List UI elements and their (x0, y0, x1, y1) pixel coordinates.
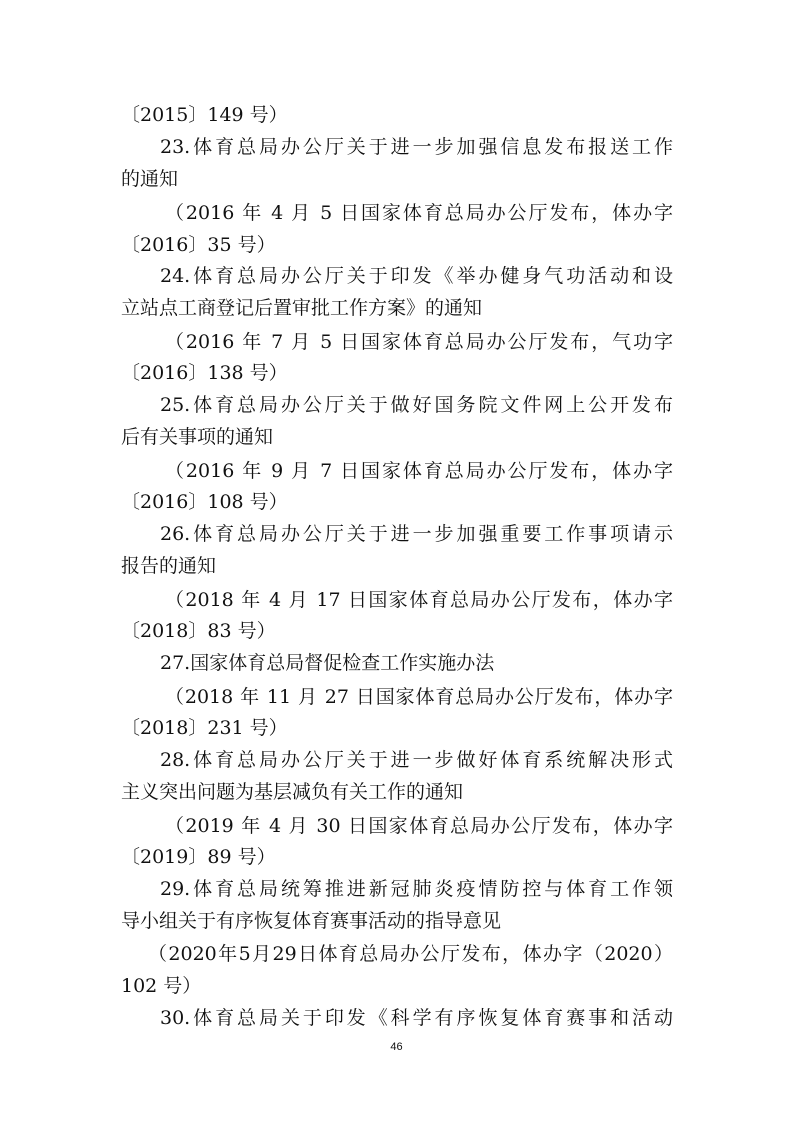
item-title-line: 26.体育总局办公厅关于进一步加强重要工作事项请示 (160, 523, 673, 545)
source-line: （2020年5月29日体育总局办公厅发布，体办字（2020） (148, 943, 673, 965)
text-line: 立站点工商登记后置审批工作方案》的通知 (121, 297, 483, 319)
item-title-line: 30.体育总局关于印发《科学有序恢复体育赛事和活动 (160, 1007, 673, 1029)
text-line: 导小组关于有序恢复体育赛事活动的指导意见 (121, 910, 502, 932)
text-line: 〔2015〕149 号） (121, 104, 288, 126)
item-title-line: 25.体育总局办公厅关于做好国务院文件网上公开发布 (160, 394, 673, 416)
item-title-line: 29.体育总局统筹推进新冠肺炎疫情防控与体育工作领 (160, 878, 673, 900)
source-line: （2016 年 4 月 5 日国家体育总局办公厅发布，体办字 (165, 202, 673, 224)
item-title-line: 23.体育总局办公厅关于进一步加强信息发布报送工作 (160, 136, 673, 158)
text-line: 报告的通知 (121, 555, 217, 577)
source-line: （2016 年 7 月 5 日国家体育总局办公厅发布，气功字 (165, 331, 673, 353)
item-title-line: 27.国家体育总局督促检查工作实施办法 (160, 652, 495, 674)
text-line: 〔2016〕138 号） (121, 362, 288, 384)
text-line: 〔2018〕231 号） (121, 717, 288, 739)
text-line: 〔2018〕83 号） (121, 620, 276, 642)
text-line: 的通知 (121, 168, 179, 190)
text-line: 〔2016〕35 号） (121, 234, 276, 256)
text-line: 〔2019〕89 号） (121, 846, 276, 868)
text-line: 〔2016〕108 号） (121, 491, 288, 513)
source-line: （2016 年 9 月 7 日国家体育总局办公厅发布，体办字 (165, 460, 673, 482)
item-title-line: 24.体育总局办公厅关于印发《举办健身气功活动和设 (160, 265, 673, 287)
source-line: （2018 年 11 月 27 日国家体育总局办公厅发布，体办字 (165, 686, 673, 708)
text-line: 主义突出问题为基层减负有关工作的通知 (121, 781, 464, 803)
page-number: 46 (390, 1041, 403, 1053)
text-line: 后有关事项的通知 (121, 426, 274, 448)
item-title-line: 28.体育总局办公厅关于进一步做好体育系统解决形式 (160, 749, 673, 771)
source-line: （2019 年 4 月 30 日国家体育总局办公厅发布，体办字 (165, 815, 673, 837)
text-line: 102 号） (121, 975, 202, 997)
source-line: （2018 年 4 月 17 日国家体育总局办公厅发布，体办字 (165, 589, 673, 611)
